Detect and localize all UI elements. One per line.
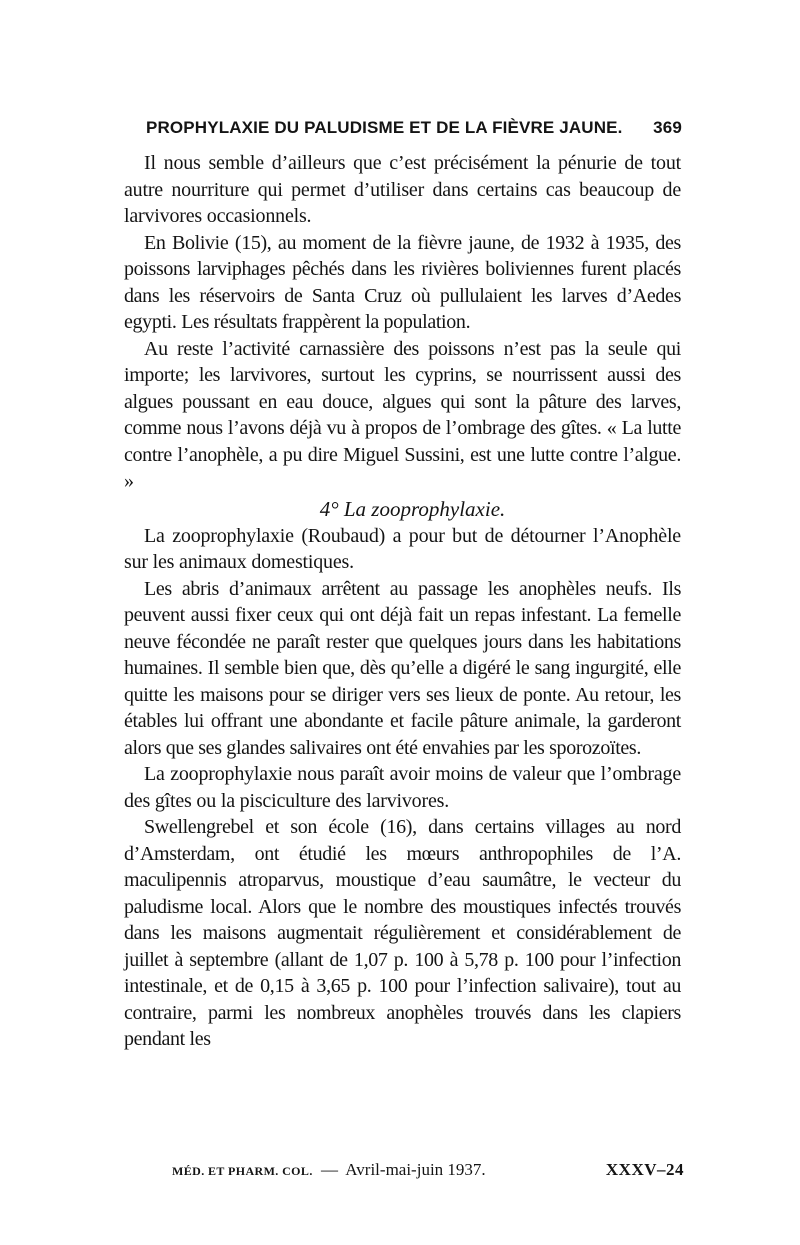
paragraph-5: Les abris d’animaux arrêtent au passage les anophèles neufs. Ils peuvent aussi fixer ceux qui ont déjà fait un repas infestant. La femelle neuve fécondée ne paraît rester que quelques jours dans les habitations humaines. Il semble bien que, dès qu’elle a digéré le sang ingurgité, elle quitte les maisons pour se diriger vers ses lieux de ponte. Au retour, les étables lui offrant une abondante et facile pâture animale, la garderont alors que ses glandes salivaires ont été envahies par les sporozoïtes. xyxy=(124,577,681,759)
paragraph-2: En Bolivie (15), au moment de la fièvre jaune, de 1932 à 1935, des poissons larviphages pêchés dans les rivières boliviennes furent placés dans les réservoirs de Santa Cruz où pullulaient les larves d’Aedes egypti. Les résultats frappèrent la population. xyxy=(124,231,681,333)
footer-journal: MÉD. ET PHARM. COL. xyxy=(172,1164,313,1178)
running-title: PROPHYLAXIE DU PALUDISME ET DE LA FIÈVRE JAUNE. xyxy=(146,118,623,137)
page-number: 369 xyxy=(653,118,682,137)
paragraph-6: La zooprophylaxie nous paraît avoir moins de valeur que l’ombrage des gîtes ou la pisciculture des larvivores. xyxy=(124,763,681,812)
paragraph-4: La zooprophylaxie (Roubaud) a pour but de détourner l’Anophèle sur les animaux domestiques. xyxy=(124,524,681,573)
running-header xyxy=(146,118,682,144)
footer-separator: — xyxy=(320,1160,338,1179)
paragraph-3: Au reste l’activité carnassière des poissons n’est pas la seule qui importe; les larvivores, surtout les cyprins, se nourrissent aussi des algues poussant en eau douce, algues qui sont la pâture des larves, comme nous l’avons déjà vu à propos de l’ombrage des gîtes. « La lutte contre l’anophèle, a pu dire Miguel Sussini, est une lutte contre l’algue. » xyxy=(124,337,681,492)
body-text xyxy=(124,150,681,1053)
paragraph-1: Il nous semble d’ailleurs que c’est précisément la pénurie de tout autre nourriture qui permet d’utiliser dans certains cas beaucoup de larvivores occasionnels. xyxy=(124,152,681,227)
footer-citation xyxy=(172,1160,486,1180)
page-footer xyxy=(172,1160,692,1188)
section-heading: 4° La zooprophylaxie. xyxy=(319,496,506,521)
footer-issue: Avril-mai-juin 1937. xyxy=(345,1160,486,1179)
signature-mark: XXXV–24 xyxy=(605,1160,684,1179)
paragraph-7: Swellengrebel et son école (16), dans certains villages au nord d’Amsterdam, ont étudié les mœurs anthropophiles de l’A. maculipennis atroparvus, moustique d’eau saumâtre, le vecteur du paludisme local. Alors que le nombre des moustiques infectés trouvés dans les maisons augmentait régulièrement et considérablement de juillet à septembre (allant de 1,07 p. 100 à 5,78 p. 100 pour l’infection intestinale, et de 0,15 à 3,65 p. 100 pour l’infection salivaire), tout au contraire, parmi les nombreux anophèles trouvés dans les clapiers pendant les xyxy=(124,816,681,1050)
